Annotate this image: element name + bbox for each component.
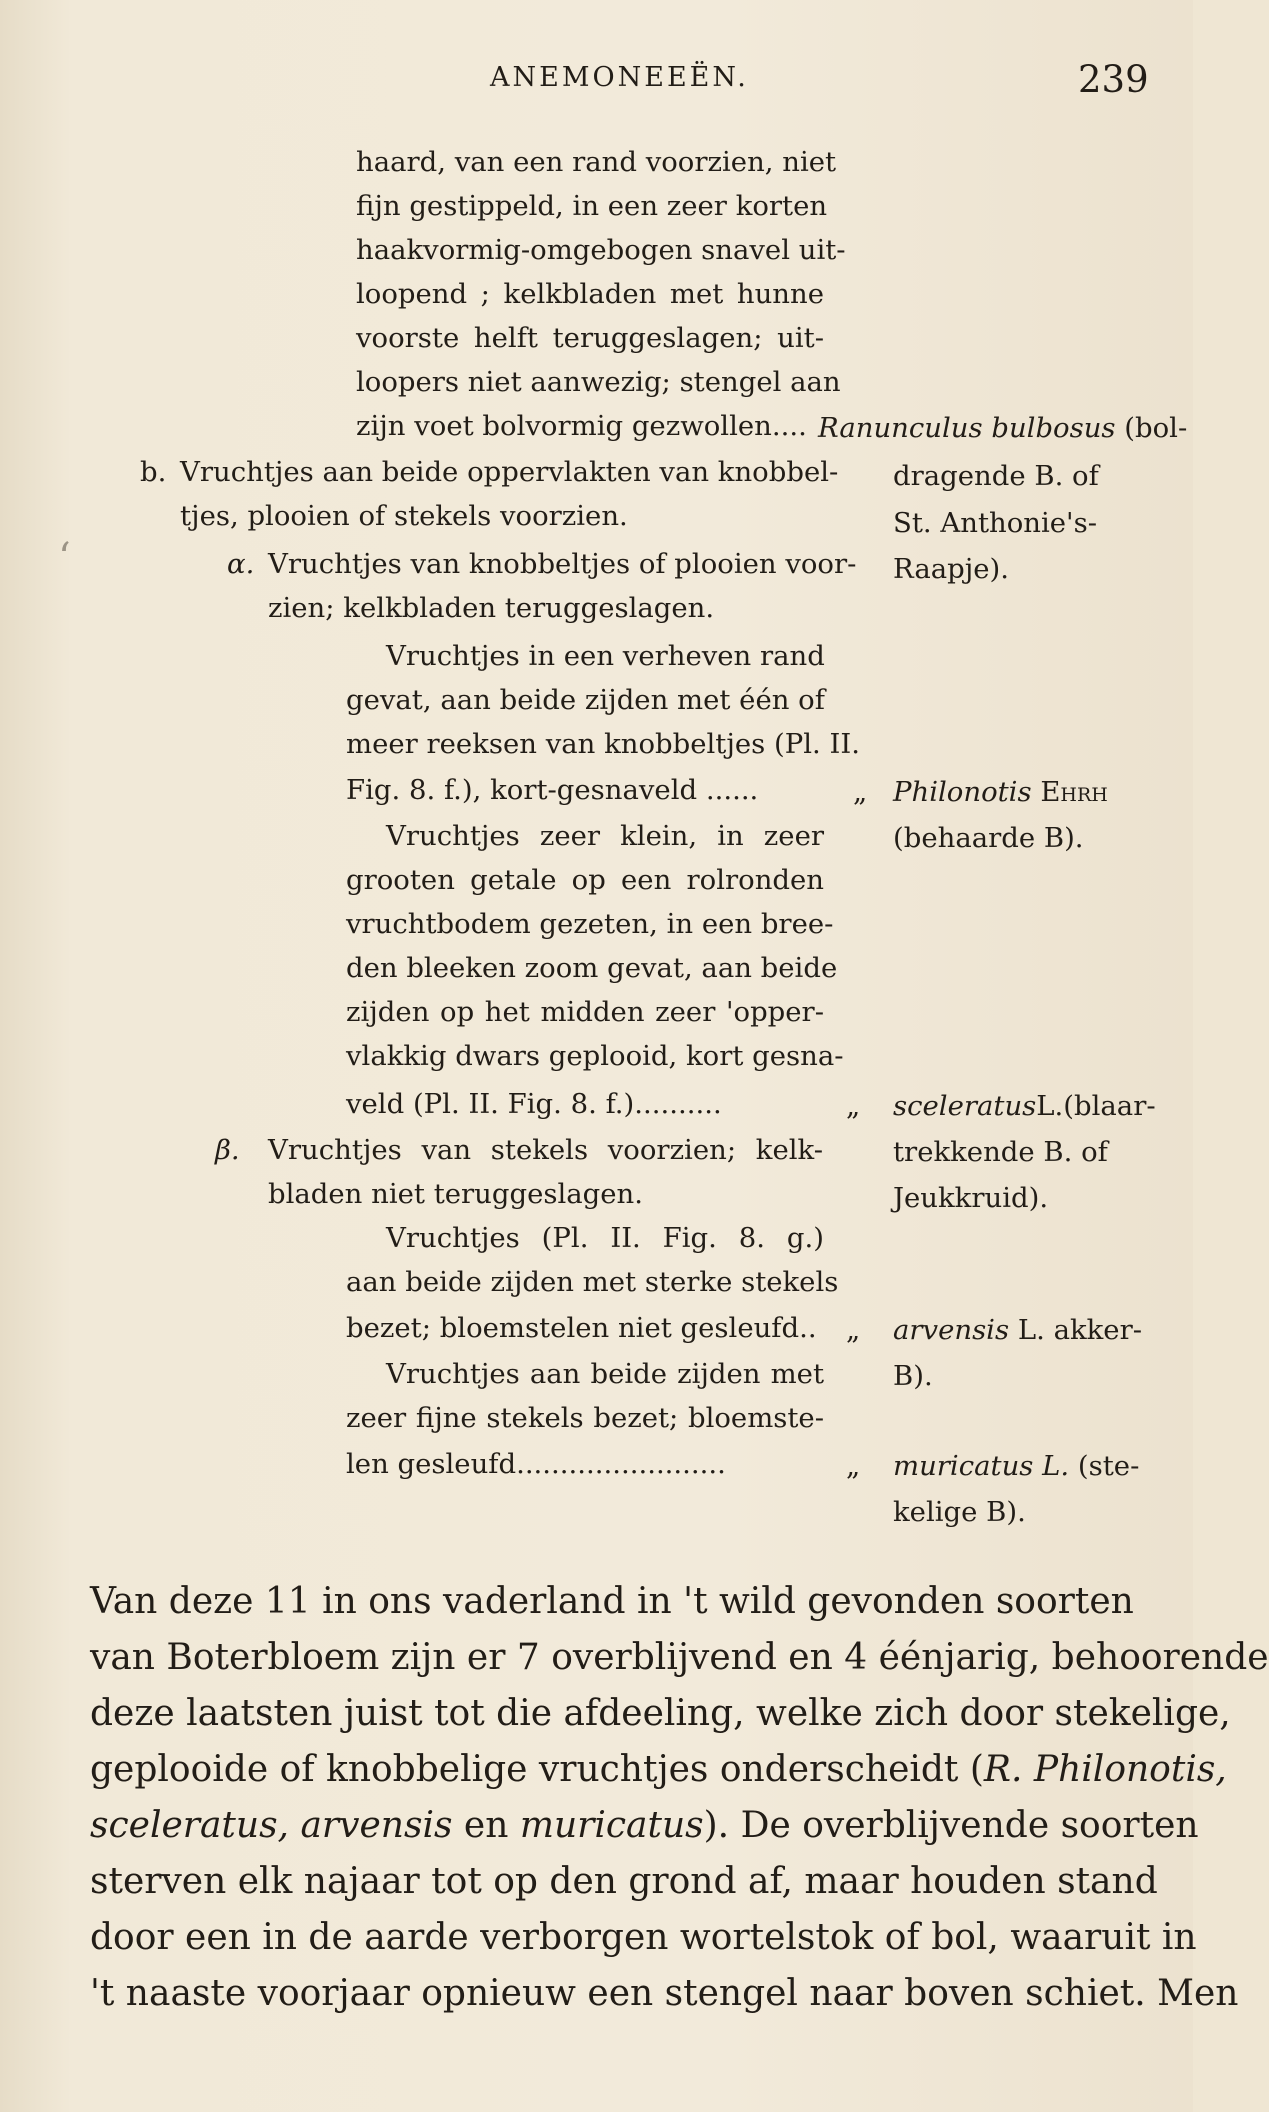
key-line: vlakkig dwars geplooid, kort gesna- [346,1040,844,1072]
key-line: Vruchtjes zeer klein, in zeer [386,820,824,852]
key-line: zijden op het midden zeer 'opper- [346,996,824,1028]
key-line: Vruchtjes van knobbeltjes of plooien voor- [268,548,857,580]
key-line: gevat, aan beide zijden met één of [346,684,825,716]
species-name: muricatus L. (ste- [893,1450,1140,1482]
paragraph-line: 't naaste voorjaar opnieuw een stengel naar boven schiet. Men [90,1973,1239,2014]
ditto-mark: „ [846,1314,861,1346]
key-line: Vruchtjes (Pl. II. Fig. 8. g.) [386,1222,824,1254]
key-line: vruchtbodem gezeten, in een bree- [346,908,834,940]
key-line: zien; kelkbladen teruggeslagen. [268,592,715,624]
key-line: zeer fijne stekels bezet; bloemste- [346,1402,824,1434]
key-line: len gesleufd........................ [346,1448,726,1480]
common-name-line: B). [893,1360,933,1392]
key-marker-beta: β. [215,1134,240,1166]
key-line: Vruchtjes van stekels voorzien; kelk- [268,1134,823,1166]
common-name-line: Raapje). [893,553,1010,585]
key-line: haard, van een rand voorzien, niet [356,146,837,178]
ditto-mark: „ [846,1450,861,1482]
key-line: Vruchtjes aan beide oppervlakten van knobbel- [180,456,839,488]
paragraph-line: geplooide of knobbelige vruchtjes onderscheidt (R. Philonotis, [90,1749,1227,1790]
paragraph-line: deze laatsten juist tot die afdeeling, welke zich door stekelige, [90,1693,1231,1734]
margin-mark: ‘ [58,535,71,581]
key-line: tjes, plooien of stekels voorzien. [180,500,628,532]
key-line: Fig. 8. f.), kort-gesnaveld ...... [346,774,759,806]
key-line: bezet; bloemstelen niet gesleufd.. [346,1312,817,1344]
ditto-mark: „ [853,776,868,808]
key-line: den bleeken zoom gevat, aan beide [346,952,838,984]
key-line: voorste helft teruggeslagen; uit- [356,322,824,354]
species-name: Philonotis Ehrh [893,776,1108,808]
page-number: 239 [1078,58,1149,101]
key-line: Vruchtjes in een verheven rand [386,640,825,672]
paragraph-line: Van deze 11 in ons vaderland in 't wild gevonden soorten [90,1581,1134,1622]
ditto-mark: „ [846,1090,861,1122]
species-name: sceleratusL.(blaar- [893,1090,1156,1122]
paragraph-line: van Boterbloem zijn er 7 overblijvend en 4 éénjarig, behoorende [90,1637,1269,1678]
key-line: haakvormig-omgebogen snavel uit- [356,234,846,266]
common-name-line: St. Anthonie's- [893,507,1098,539]
paragraph-line: sceleratus, arvensis en muricatus). De overblijvende soorten [90,1805,1199,1846]
key-line: aan beide zijden met sterke stekels [346,1266,839,1298]
key-line: veld (Pl. II. Fig. 8. f.).......... [346,1088,722,1120]
common-name-line: trekkende B. of [893,1136,1108,1168]
common-name-line: dragende B. of [893,460,1099,492]
key-marker-b: b. [140,456,167,488]
key-line: zijn voet bolvormig gezwollen.... [356,410,807,442]
key-line: loopend ; kelkbladen met hunne [356,278,824,310]
common-name-line: (behaarde B). [893,822,1084,854]
key-line: Vruchtjes aan beide zijden met [386,1358,824,1390]
key-marker-alpha: α. [227,548,255,580]
key-line: fijn gestippeld, in een zeer korten [356,190,828,222]
paragraph-line: sterven elk najaar tot op den grond af, maar houden stand [90,1861,1158,1902]
key-line: meer reeksen van knobbeltjes (Pl. II. [346,728,860,760]
key-line: grooten getale op een rolronden [346,864,824,896]
common-name-line: Jeukkruid). [893,1182,1049,1214]
key-line: bladen niet teruggeslagen. [268,1178,643,1210]
species-name: arvensis L. akker- [893,1314,1143,1346]
running-title: ANEMONEEËN. [490,62,749,93]
key-line: loopers niet aanwezig; stengel aan [356,366,841,398]
species-name: Ranunculus bulbosus (bol- [818,412,1188,444]
paragraph-line: door een in de aarde verborgen wortelstok of bol, waaruit in [90,1917,1197,1958]
common-name-line: kelige B). [893,1496,1026,1528]
